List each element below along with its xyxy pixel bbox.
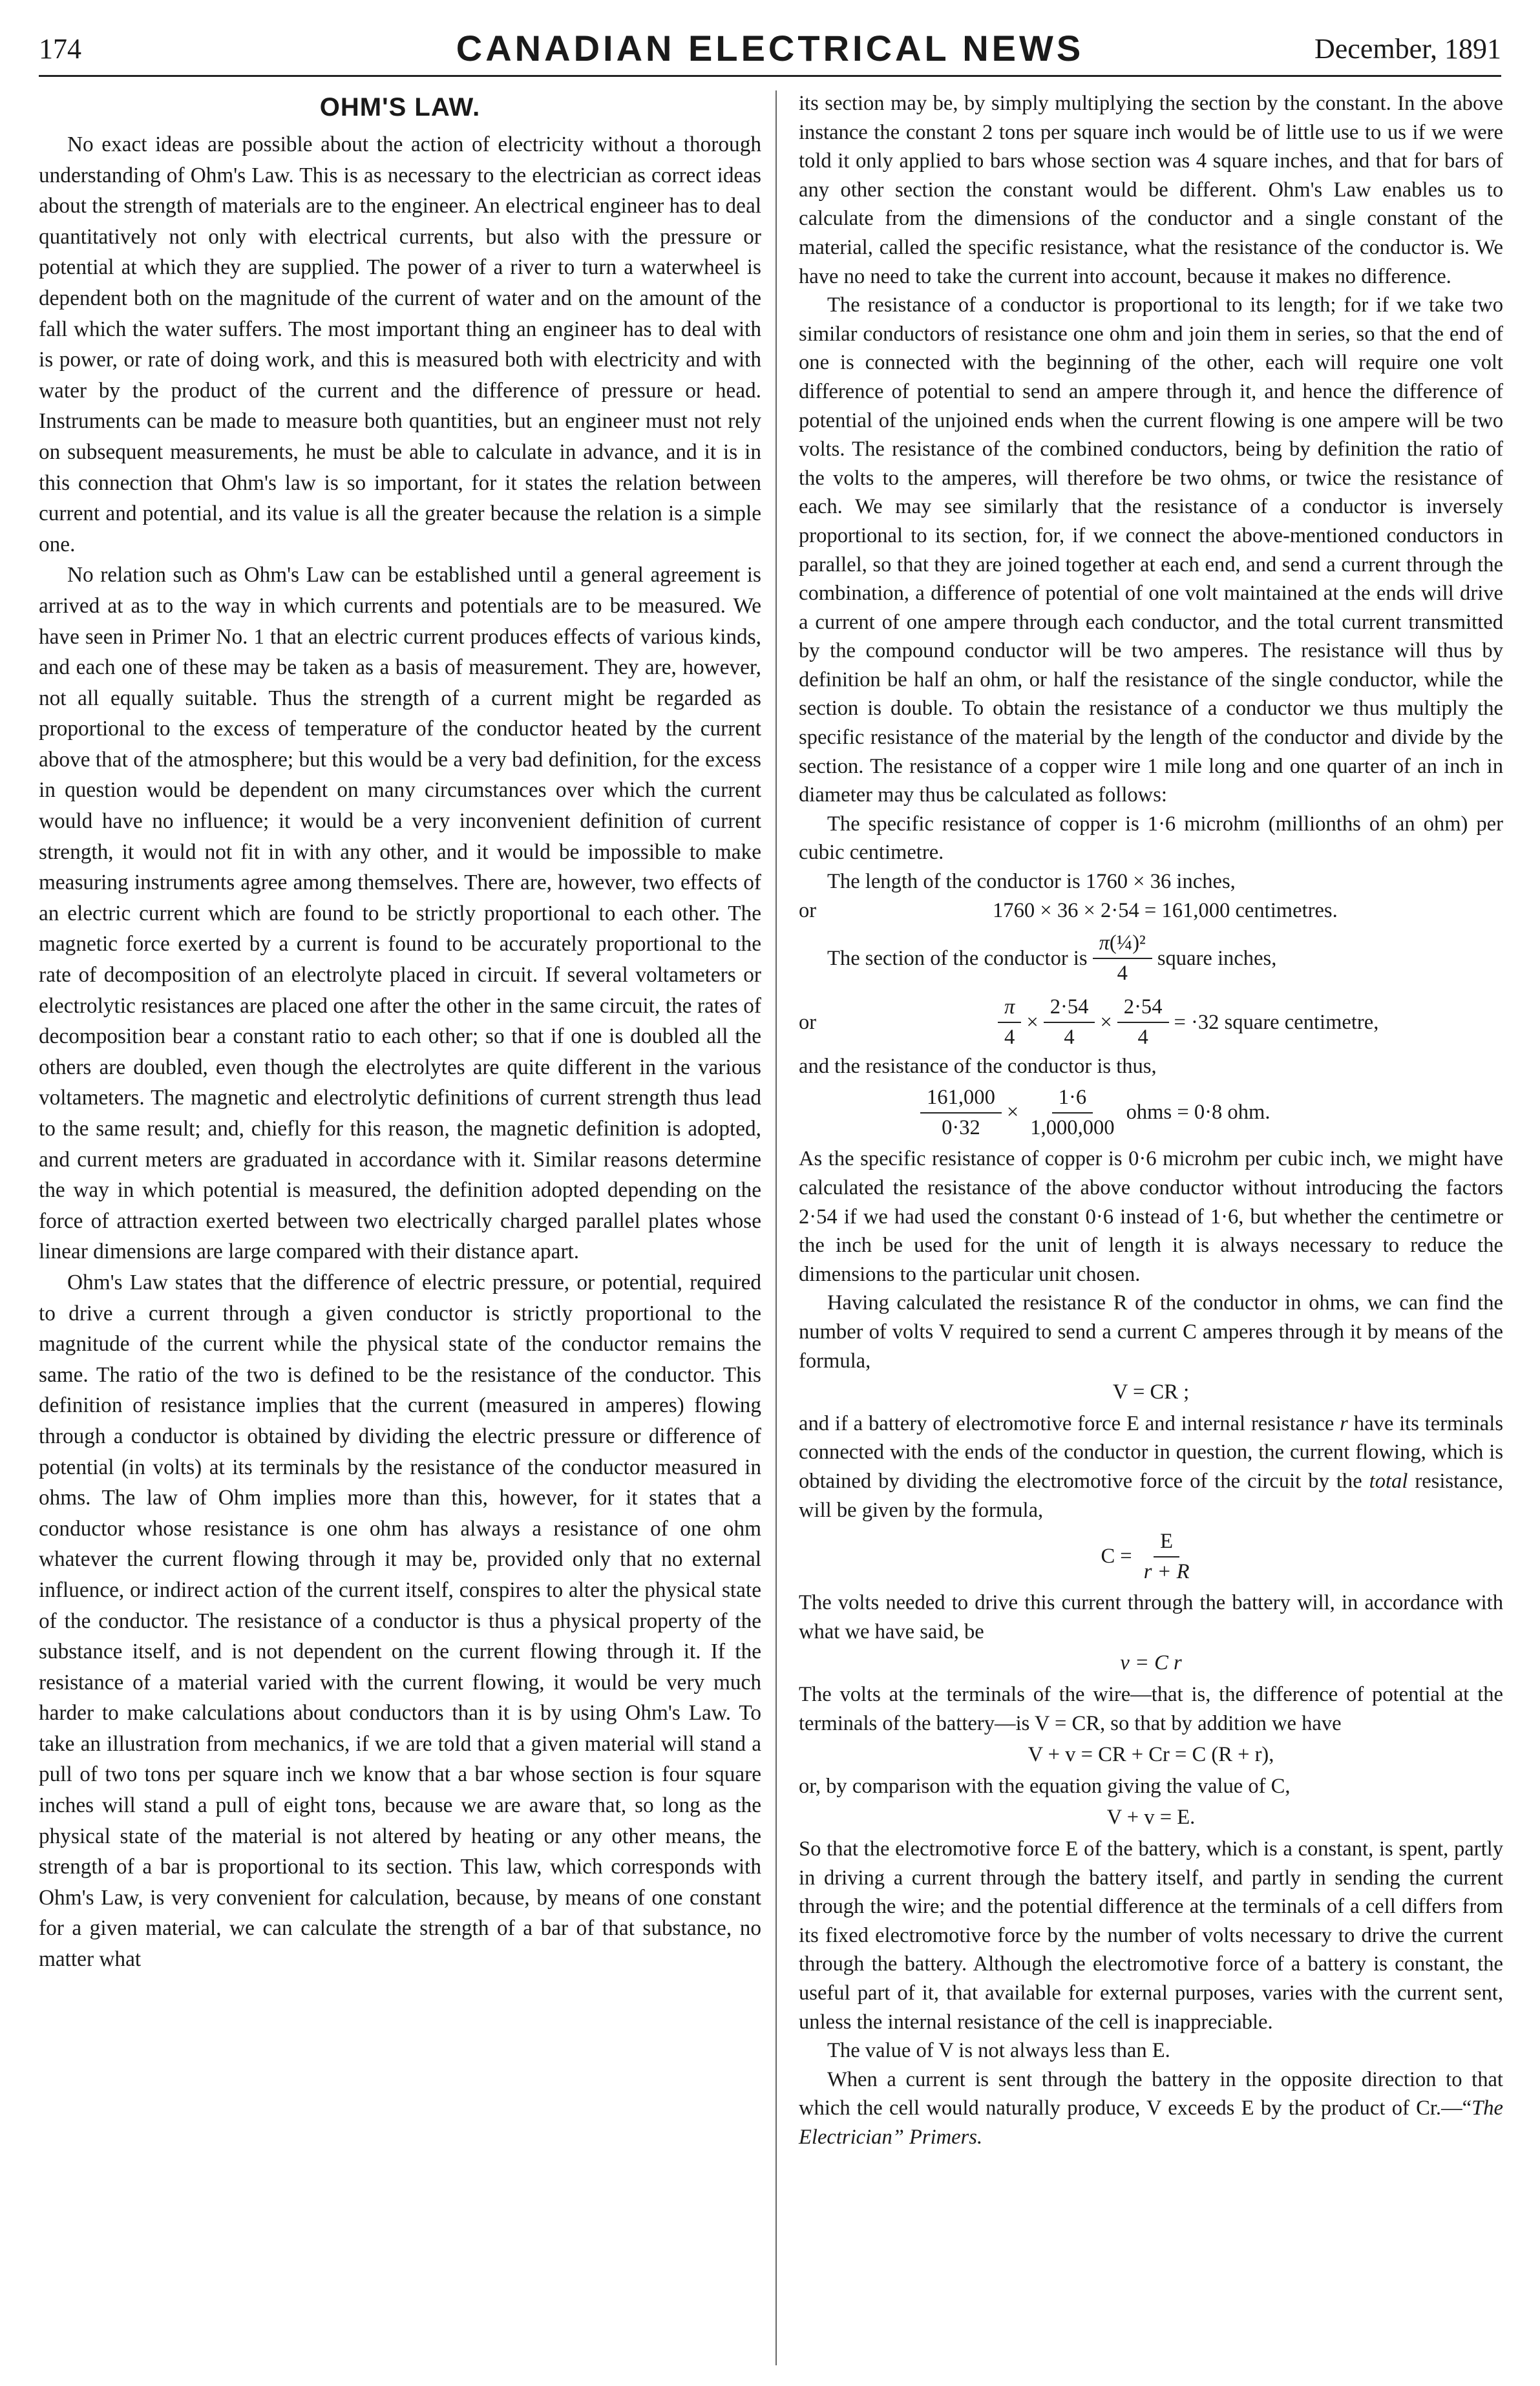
or-label: or bbox=[799, 1010, 817, 1034]
paragraph: No exact ideas are possible about the action of electricity without a thorough understanding of Ohm's Law. This is as necessary to the electrician as correct ideas about the strength of materials are to the engineer. An electrical engineer has to deal quantitatively not only with electrical currents, but also with the pressure or potential at which they are supplied. The power of a river to turn a waterwheel is dependent both on the magnitude of the current of water and on the amount of the fall which the water suffers. The most important thing an engineer has to deal with is power, or rate of doing work, and this is measured both with electricity and with water by the product of the current and the difference of pressure or head. Instruments can be made to measure both quantities, but an engineer must not rely on subsequent measurements, he must be able to calculate in advance, and it is in this connection that Ohm's law is so important, for it states the relation between current and potential, and its value is all the greater because the relation is a simple one. bbox=[39, 132, 761, 556]
paragraph: The volts needed to drive this current through the battery will, in accordance with what we have said, be bbox=[799, 1591, 1503, 1643]
page-number: 174 bbox=[39, 33, 81, 65]
formula-battery-volts: v = C r bbox=[1120, 1651, 1182, 1675]
paragraph: No relation such as Ohm's Law can be established until a general agreement is arrived at as to the way in which currents and potentials are to be measured. We have seen in Primer No. 1 that an electric current produces effects of various kinds, and each one of these may be taken as a basis of measurement. They are, however, not all equally suitable. Thus the strength of a current might be regarded as proportional to the excess of temperature of the conductor heated by the current above that of the atmosphere; but this would be a very bad definition, for the excess in question would be dependent on many circumstances over which the current would have no influence; it would be a very inconvenient definition of current strength, it would not fit in with any other, and it would be impossible to make measuring instruments agree among themselves. There are, however, two effects of an electric current which are found to be strictly proportional to each other. The magnetic force exerted by a current is found to be accurately proportional to the rate of decomposition of an electrolyte placed in circuit. If several voltameters or electrolytic resistances are placed one after the other in the same circuit, the rates of decomposition bear a constant ratio to each other; so that if one is doubled all the others are doubled, even though the electrolytes are quite different in the various voltameters. The magnetic and electrolytic definitions of current strength thus lead to the same result; and, chiefly for this reason, the magnetic definition is adopted, and current meters are graduated in accordance with it. Similar reasons determine the way in which potential is measured, the definition adopted depending on the force of attraction exerted between two electrically charged parallel plates whose linear dimensions are large compared with their distance apart. bbox=[39, 563, 761, 1264]
resistance-result: ohms = 0·8 ohm. bbox=[1126, 1101, 1271, 1124]
article-title: OHM'S LAW. bbox=[319, 93, 481, 121]
publication-title: CANADIAN ELECTRICAL NEWS bbox=[456, 28, 1084, 69]
paragraph: The value of V is not always less than E. bbox=[827, 2039, 1170, 2063]
paragraph: When a current is sent through the battery in the opposite direction to that which the cell would naturally produce, V exceeds E by the product of Cr.—“The Electrician” Primers. bbox=[799, 2067, 1503, 2149]
paragraph: The length of the conductor is 1760 × 36 inches, bbox=[827, 870, 1236, 894]
equation-section-cm: or $\frac{\pi}{4}$ × $\frac{2\cdot 54}{4}$ × $\frac{2\cdot 54}{4}$ = ·32 square centimetre, bbox=[799, 993, 1503, 1051]
paragraph: The specific resistance of copper is 1·6 microhm (millionths of an ohm) per cubic centimetre. bbox=[799, 812, 1503, 865]
section-numerator: π(¼)² bbox=[1093, 929, 1152, 959]
paragraph: The volts at the terminals of the wire—that is, the difference of potential at the terminals of the battery—is V = CR, so that by addition we have bbox=[799, 1683, 1503, 1735]
paragraph: and if a battery of electromotive force E and internal resistance r have its terminals connected with the ends of the conductor in question, the current flowing, which is obtained by dividing the electromotive force of the circuit by the total resistance, will be given by the formula, bbox=[799, 1411, 1503, 1522]
formula-current: C = $\frac{E}{r + R}$ bbox=[799, 1527, 1503, 1586]
formula-vcr: V = CR ; bbox=[1112, 1380, 1190, 1404]
section-denominator: 4 bbox=[1117, 961, 1128, 985]
column-divider bbox=[775, 90, 777, 2365]
equation-length bbox=[799, 896, 1503, 925]
formula-e: V + v = E. bbox=[1106, 1806, 1196, 1830]
paragraph: Ohm's Law states that the difference of electric pressure, or potential, required to drive a current through a given conductor is strictly proportional to the magnitude of the current while the physical state of the conductor remains the same. The ratio of the two is defined to be the resistance of the conductor. This definition of resistance implies that the current (measured in amperes) flowing through a conductor is obtained by dividing the electric pressure or difference of potential (in volts) at its terminals by the resistance of the conductor measured in ohms. The law of Ohm implies more than this, however, for it states that a conductor whose resistance is one ohm has always a resistance of one ohm whatever the current flowing through it may be, provided only that no external influence, or indirect action of the current itself, conspires to alter the physical state of the conductor. The resistance of a conductor is thus a physical property of the substance itself, and is not dependent on the current flowing through it. If the resistance of a material varied with the current flowing, it would be very much harder to make calculations about conductors than it is by using Ohm's Law. To take an illustration from mechanics, if we are told that a given material will stand a pull of two tons per square inch we know that a bar whose section is four square inches will stand a pull of eight tons, because we are aware that, so long as the physical state of the material is not altered by heating or any other means, the strength of a bar is proportional to its section. This law, which corresponds with Ohm's Law, is very convenient for calculation, because, by means of one constant for a given material, we can calculate the strength of a bar of that substance, no matter what bbox=[39, 1270, 761, 1972]
section-result: = ·32 square centimetre, bbox=[1174, 1010, 1379, 1034]
issue-date: December, 1891 bbox=[1314, 33, 1501, 65]
paragraph: Having calculated the resistance R of the conductor in ohms, we can find the number of volts V required to send a current C amperes through it by means of the formula, bbox=[799, 1291, 1503, 1373]
section-fraction bbox=[1093, 929, 1152, 987]
equation-resistance: $\frac{161,000}{0\cdot 32}$ × $\frac{1\cdot 6}{1,000,000}$ ohms = 0·8 ohm. bbox=[915, 1083, 1503, 1142]
section-post: square inches, bbox=[1157, 946, 1277, 970]
left-column bbox=[39, 89, 761, 1975]
paragraph: and the resistance of the conductor is thus, bbox=[799, 1054, 1157, 1078]
right-column bbox=[799, 89, 1503, 2152]
section-line bbox=[799, 929, 1503, 987]
section-pre: The section of the conductor is bbox=[827, 946, 1088, 970]
paragraph: As the specific resistance of copper is 0·6 microhm per cubic inch, we might have calculated the resistance of the above conductor without introducing the factors 2·54 if we had used the constant 0·6 instead of 1·6, but whether the centimetre or the inch be used for the unit of length it is always necessary to reduce the dimensions to the particular unit chosen. bbox=[799, 1147, 1503, 1286]
page-header bbox=[39, 16, 1501, 77]
or-label: or bbox=[799, 898, 817, 922]
paragraph: its section may be, by simply multiplying the section by the constant. In the above instance the constant 2 tons per square inch would be of little use to us if we were told it only applied to bars whose section was 4 square inches, and that for bars of any other section the constant would be different. Ohm's Law enables us to calculate from the dimensions of the conductor and a single constant of the material, called the specific resistance, what the resistance of the conductor is. We have no need to take the current into account, because it makes no difference. bbox=[799, 92, 1503, 288]
formula-sum: V + v = CR + Cr = C (R + r), bbox=[1028, 1743, 1274, 1767]
paragraph: So that the electromotive force E of the battery, which is a constant, is spent, partly in driving a current through the battery itself, and partly in sending the current through the wire; and the potential difference at the terminals of a cell differs from its fixed electromotive force by the number of volts necessary to drive the current through the battery. Although the electromotive force of a battery is constant, the useful part of it, that available for external purposes, varies with the current sent, unless the internal resistance of the cell is inappreciable. bbox=[799, 1837, 1503, 2034]
paragraph: or, by comparison with the equation giving the value of C, bbox=[799, 1774, 1291, 1798]
length-equation: 1760 × 36 × 2·54 = 161,000 centimetres. bbox=[993, 898, 1338, 922]
paragraph: The resistance of a conductor is proportional to its length; for if we take two similar conductors of resistance one ohm and join them in series, so that the end of one is connected with the beginning of the other, each will require one volt difference of potential to send an ampere through it, and hence the difference of potential of the unjoined ends when the current flowing is one ampere will be two volts. The resistance of the combined conductors, being by definition the ratio of the volts to the amperes, will therefore be two ohms, or twice the resistance of each. We may see similarly that the resistance of a conductor is inversely proportional to its section, for, if we connect the above-mentioned conductors in parallel, so that they are joined together at each end, and send a current through the combination, a difference of potential of one volt maintained at the ends will drive a current of one ampere through each conductor, and the total current transmitted by the compound conductor will be two amperes. The resistance will thus by definition be half an ohm, or half the resistance of the single conductor, while the section is double. To obtain the resistance of a conductor we thus multiply the specific resistance of the material by the length of the conductor and divide by the section. The resistance of a copper wire 1 mile long and one quarter of an inch in diameter may thus be calculated as follows: bbox=[799, 293, 1503, 807]
